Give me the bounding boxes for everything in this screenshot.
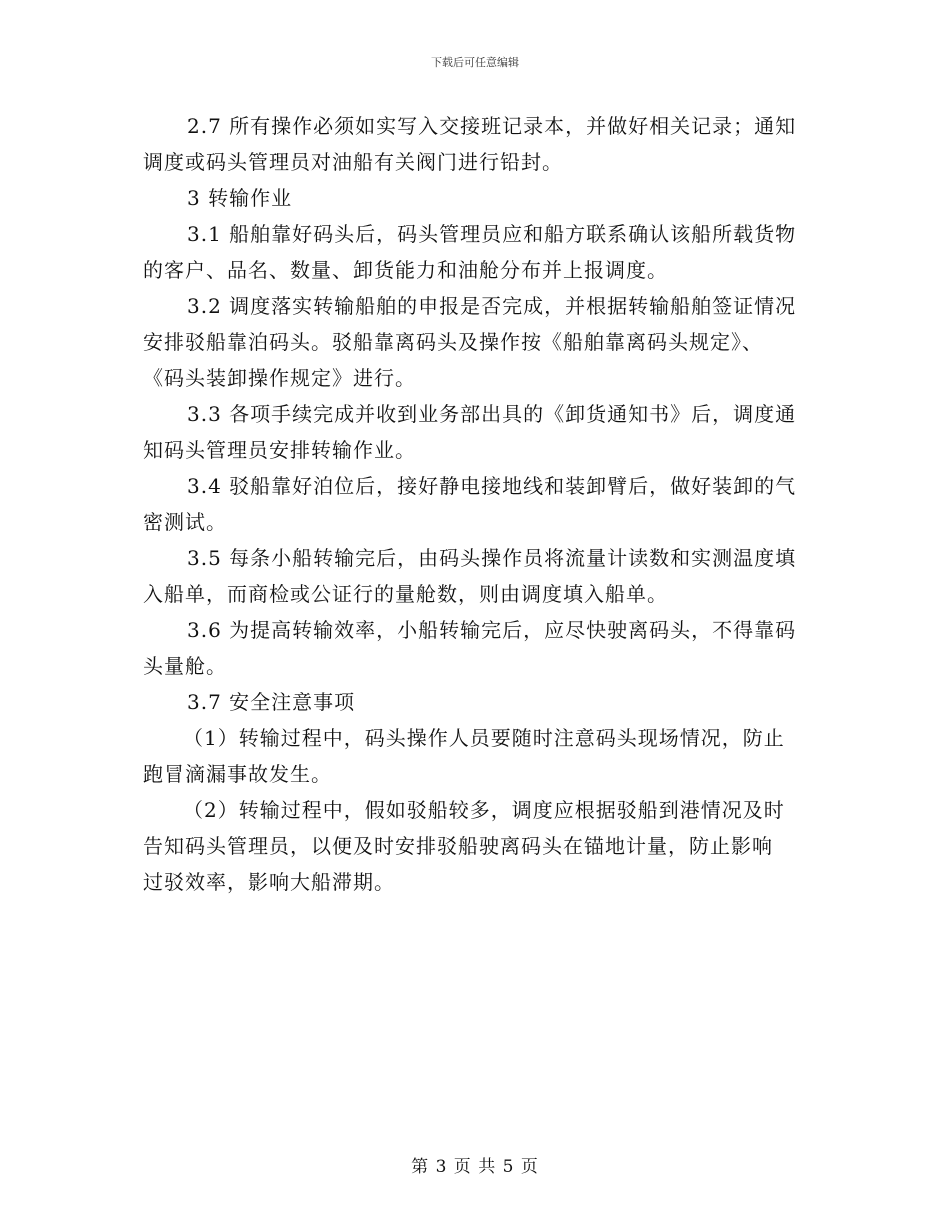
paragraph (143, 612, 813, 684)
paragraph-line: 3 转输作业 (187, 186, 293, 210)
paragraph-line: 3.6 为提高转输效率，小船转输完后，应尽快驶离码头，不得靠码 (187, 618, 797, 642)
paragraph-line: 《码头装卸操作规定》进行。 (143, 366, 416, 390)
paragraph (143, 720, 813, 792)
paragraph-line: 3.1 船舶靠好码头后，码头管理员应和船方联系确认该船所载货物 (187, 222, 797, 246)
paragraph-line: 密测试。 (143, 510, 227, 534)
paragraph-line: 3.7 安全注意事项 (187, 690, 356, 714)
paragraph (143, 792, 813, 900)
paragraph-line: 头量舱。 (143, 654, 227, 678)
paragraph-line: （2）转输过程中，假如驳船较多，调度应根据驳船到港情况及时 (183, 798, 785, 822)
page-number-footer: 第 3 页 共 5 页 (411, 1157, 539, 1177)
paragraph (143, 468, 813, 540)
paragraph (143, 396, 813, 468)
paragraph (143, 108, 813, 180)
paragraph-line: 入船单，而商检或公证行的量舱数，则由调度填入船单。 (143, 582, 668, 606)
paragraph-line: 3.2 调度落实转输船舶的申报是否完成，并根据转输船舶签证情况 (187, 294, 797, 318)
paragraph-line: 过驳效率，影响大船滞期。 (143, 870, 395, 894)
paragraph (143, 540, 813, 612)
paragraph (143, 288, 813, 396)
paragraph (143, 684, 813, 720)
paragraph-line: 3.5 每条小船转输完后，由码头操作员将流量计读数和实测温度填 (187, 546, 797, 570)
paragraph-line: 告知码头管理员，以便及时安排驳船驶离码头在锚地计量，防止影响 (143, 834, 773, 858)
paragraph-line: 3.3 各项手续完成并收到业务部出具的《卸货通知书》后，调度通 (187, 402, 797, 426)
paragraph-line: 的客户、品名、数量、卸货能力和油舱分布并上报调度。 (143, 258, 668, 282)
paragraph-line: 调度或码头管理员对油船有关阀门进行铅封。 (143, 150, 563, 174)
page-header: 下载后可任意编辑 (431, 56, 519, 69)
document-body (143, 108, 813, 900)
paragraph (143, 180, 813, 216)
paragraph-line: 知码头管理员安排转输作业。 (143, 438, 416, 462)
paragraph-line: （1）转输过程中，码头操作人员要随时注意码头现场情况，防止 (183, 726, 785, 750)
paragraph-line: 2.7 所有操作必须如实写入交接班记录本，并做好相关记录；通知 (187, 114, 797, 138)
paragraph-line: 安排驳船靠泊码头。驳船靠离码头及操作按《船舶靠离码头规定》、 (143, 330, 763, 354)
paragraph (143, 216, 813, 288)
paragraph-line: 跑冒滴漏事故发生。 (143, 762, 332, 786)
paragraph-line: 3.4 驳船靠好泊位后，接好静电接地线和装卸臂后，做好装卸的气 (187, 474, 797, 498)
